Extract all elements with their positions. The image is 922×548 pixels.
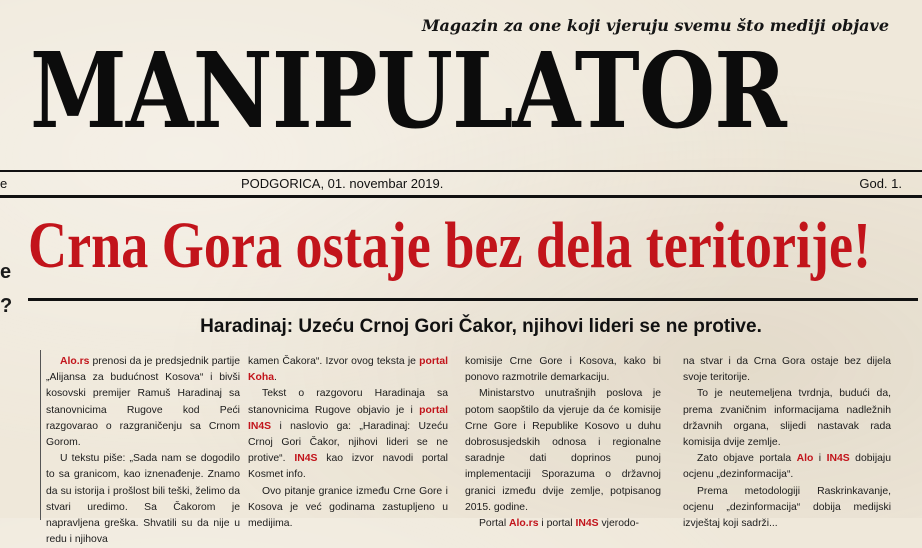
paragraph-text: To je neutemeljena tvrdnja, budući da, prema zvaničnim informacijama nadležnih državnih organa, slijedi nastavak rada komisija dvije zemlje. <box>683 388 891 449</box>
masthead-title: MANIPULATOR <box>30 29 786 152</box>
paragraph-text: Ministarstvo unutrašnjih poslova je potom saopštilo da vjeruje da će komisije Crne Gore i Republike Kosovo u duhu dobrosusjedskih odnosa i regionalne saradnje dati doprinos punoj implementaciji Sporazuma o državnoj granici između dvije zemlje, potpisanog 2015. godine. <box>465 388 661 513</box>
source-link-in4s[interactable]: IN4S <box>294 453 318 465</box>
article-column-3 <box>465 354 661 532</box>
source-link-in4s[interactable]: portal IN4S <box>248 404 448 432</box>
paragraph-text: Tekst o razgovoru Haradinaja sa stanovnicima Rugove objavio je i <box>248 388 448 416</box>
source-link-in4s[interactable]: IN4S <box>826 453 850 465</box>
date-bar <box>0 176 922 192</box>
paragraph-text: kamen Čakora“. Izvor ovog teksta je <box>248 356 420 367</box>
issue-number: God. 1. <box>859 176 902 191</box>
top-rule <box>0 170 922 172</box>
subheadline: Haradinaj: Uzeću Crnoj Gori Čakor, njihovi lideri se ne protive. <box>200 316 762 337</box>
issue-date: PODGORICA, 01. novembar 2019. <box>241 176 444 191</box>
paragraph-text: Ovo pitanje granice između Crne Gore i Kosova je već godinama zastupljeno u medijima. <box>248 485 448 530</box>
paragraph-text: Zato objave portala <box>697 453 797 465</box>
tagline: Magazin za one koji vjeruju svemu što mediji objave <box>421 16 889 35</box>
paragraph-text: prenosi da je predsjednik partije „Alijansa za budućnost Kosova“ i bivši kosovski premijer Ramuš Haradinaj sa stanovnicima Rugove kod Peći razgovarao o razgraničenju sa Crnom Gorom. <box>46 356 240 449</box>
paragraph-text: i <box>813 453 827 465</box>
article-column-1 <box>46 354 240 548</box>
paragraph-text: komisije Crne Gore i Kosova, kako bi ponovo razmotrile demarkaciju. <box>465 356 661 384</box>
source-link-alo[interactable]: Alo.rs <box>60 356 90 367</box>
source-link-alo[interactable]: Alo.rs <box>509 518 539 530</box>
source-link-in4s[interactable]: IN4S <box>575 518 599 530</box>
paragraph-text: . <box>273 372 277 384</box>
left-fragment-2: ? <box>0 295 13 317</box>
article-column-2 <box>248 354 448 532</box>
left-column-fragment <box>0 255 12 323</box>
left-fragment-1: e <box>0 261 12 283</box>
column-divider <box>40 350 41 520</box>
date-bar-rule <box>0 195 922 198</box>
source-link-koha[interactable]: portal Koha <box>248 356 448 384</box>
paragraph-text: i naslovio ga: „Haradinaj: Uzeću Crnoj Gori Čakor, njihovi lideri se ne protive“. <box>248 420 448 465</box>
paragraph-text: kao izvor navodi portal Kosmet info. <box>248 453 448 481</box>
source-link-alo[interactable]: Alo <box>796 453 814 465</box>
paragraph-text: U tekstu piše: „Sada nam se dogodilo to sa granicom, kao iznenađenje. Znamo da su istorija i prošlost bili teški, želimo da stvari uredimo. Sa Čakorom je napravljena greška. Shvatili su da nije u redu i njihova <box>46 453 240 546</box>
paragraph-text: na stvar i da Crna Gora ostaje bez dijela svoje teritorije. <box>683 356 891 384</box>
paragraph-text: Prema metodologiji Raskrinkavanje, ocjenu „dezinformacija“ dobija medijski izvještaj koji sadrži... <box>683 485 891 530</box>
headline: Crna Gora ostaje bez dela teritorije! <box>28 209 872 282</box>
article-column-4 <box>683 354 891 532</box>
headline-rule <box>28 298 918 301</box>
paragraph-text: Portal <box>479 518 510 530</box>
paragraph-text: dobijaju ocjenu „dezinformacija“. <box>683 453 891 481</box>
date-bar-left-fragment: e <box>0 176 8 191</box>
paragraph-text: vjerodo- <box>598 518 639 530</box>
paragraph-text: i portal <box>538 518 576 530</box>
